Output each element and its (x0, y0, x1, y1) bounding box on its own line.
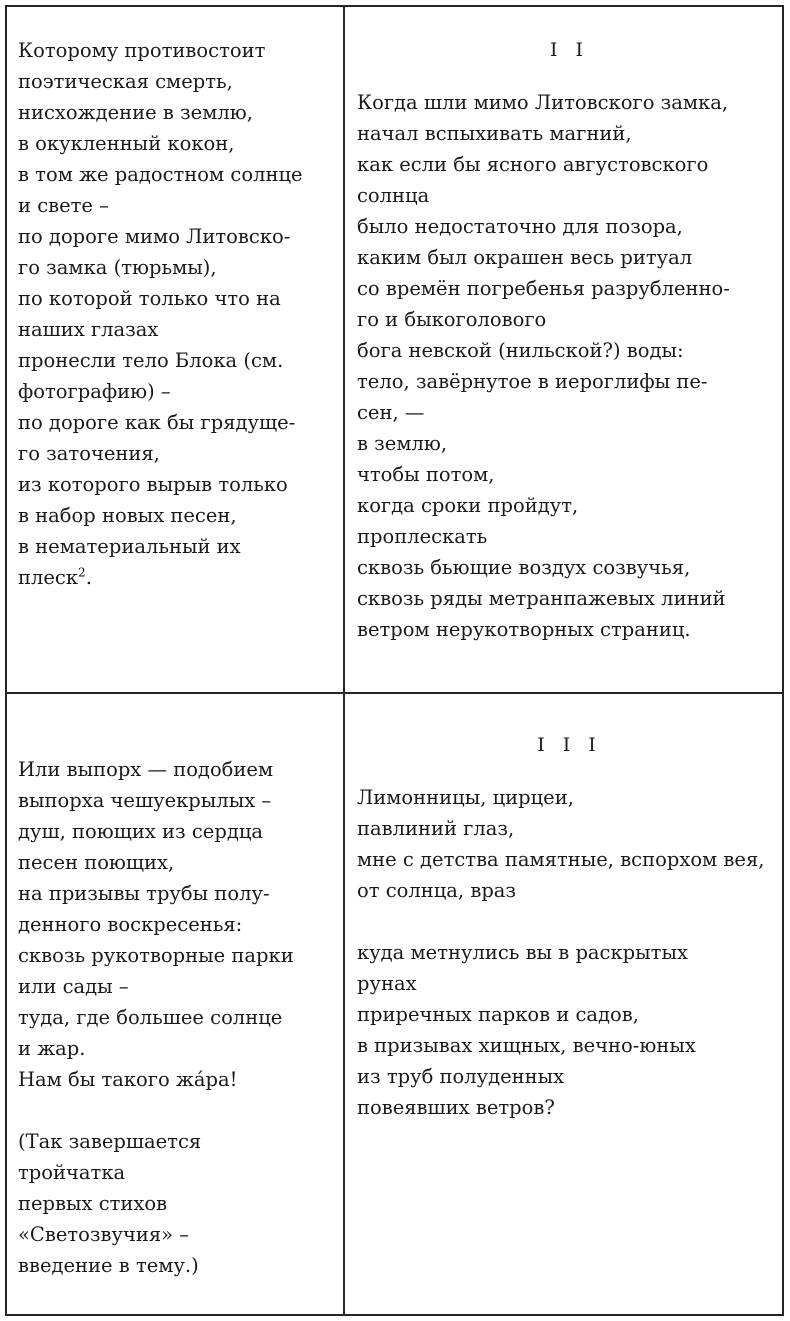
verse-line: (Так завершается (18, 1130, 202, 1153)
stanza-heading-two: I I (549, 39, 590, 61)
verse-blank-line (18, 1095, 338, 1126)
verse-line: мне с детства памятные, вспорхом вея, (357, 848, 765, 871)
verse-line: когда сроки пройдут, (357, 494, 579, 517)
verse-line: по дороге как бы грядуще- (18, 411, 296, 434)
verse-line: куда метнулись вы в раскрытых (357, 941, 688, 964)
verse-line: солнца (357, 184, 430, 207)
verse-line: сен, — (357, 401, 425, 424)
verse-line: Когда шли мимо Литовского замка, (357, 91, 729, 114)
verse-lines (18, 35, 338, 593)
verse-line: или сады – (18, 975, 129, 998)
verse-line: и свете – (18, 194, 109, 217)
verse-line: проплескать (357, 525, 488, 548)
verse-line: каким был окрашен весь ритуал (357, 246, 693, 269)
verse-line: в нематериальный их (18, 535, 241, 558)
verse-lines (18, 754, 338, 1281)
verse-line: по дороге мимо Литовско- (18, 225, 291, 248)
verse-line: в том же радостном солнце (18, 163, 303, 186)
verse-line: плеск$^2$. (18, 565, 92, 589)
footnote-marker: 2 (78, 565, 86, 580)
verse-line: в призывах хищных, вечно-юных (357, 1034, 696, 1057)
verse-block-bottom-right (357, 730, 782, 1123)
verse-line: душ, поющих из сердца (18, 820, 263, 843)
verse-line: денного воскресенья: (18, 913, 243, 936)
verse-line: туда, где большее солнце (18, 1006, 283, 1029)
verse-line: из труб полуденных (357, 1065, 565, 1088)
verse-lines (357, 782, 782, 1123)
verse-line: песен поющих, (18, 851, 175, 874)
verse-line: поэтическая смерть, (18, 70, 233, 93)
verse-line: со времён погребенья разрубленно- (357, 277, 730, 300)
cell-bottom-right (345, 694, 784, 1316)
verse-line: по которой только что на (18, 287, 281, 310)
verse-line: и жар. (18, 1037, 86, 1060)
verse-block-bottom-left (18, 754, 338, 1281)
verse-line: выпорха чешуекрылых – (18, 789, 272, 812)
verse-line: сквозь ряды метранпажевых линий (357, 587, 726, 610)
verse-line: введение в тему.) (18, 1254, 199, 1277)
cell-bottom-left (5, 694, 343, 1316)
verse-lines (357, 87, 782, 645)
verse-line: тело, завёрнутое в иероглифы пе- (357, 370, 708, 393)
verse-line: повеявших ветров? (357, 1096, 555, 1119)
verse-line: в окукленный кокон, (18, 132, 235, 155)
verse-line: Которому противостоит (18, 39, 266, 62)
verse-line: первых стихов (18, 1192, 168, 1215)
verse-blank-line (357, 906, 782, 937)
verse-line: наших глазах (18, 318, 159, 341)
verse-line: было недостаточно для позора, (357, 215, 683, 238)
verse-line: го заточения, (18, 442, 160, 465)
verse-line: Лимонницы, цирцеи, (357, 786, 574, 809)
verse-line: чтобы потом, (357, 463, 495, 486)
verse-line: из которого вырыв только (18, 473, 288, 496)
verse-line: от солнца, враз (357, 879, 517, 902)
verse-line: ветром нерукотворных страниц. (357, 618, 691, 641)
verse-line: приречных парков и садов, (357, 1003, 639, 1026)
stanza-heading-three: I I I (537, 734, 602, 756)
verse-line: пронесли тело Блока (см. (18, 349, 284, 372)
verse-line: в набор новых песен, (18, 504, 237, 527)
cell-top-left (5, 5, 343, 692)
verse-block-top-left (18, 35, 338, 593)
verse-line: бога невской (нильской?) воды: (357, 339, 684, 362)
verse-line: го замка (тюрьмы), (18, 256, 217, 279)
verse-line: на призывы трубы полу- (18, 882, 270, 905)
verse-line: Или выпорх — подобием (18, 758, 274, 781)
cell-top-right (345, 5, 784, 692)
verse-line: сквозь рукотворные парки (18, 944, 294, 967)
verse-line: в землю, (357, 432, 448, 455)
verse-line: го и быкоголового (357, 308, 547, 331)
verse-line: Нам бы такого жа́ра! (18, 1068, 238, 1091)
verse-line: как если бы ясного августовского (357, 153, 709, 176)
verse-line: сквозь бьющие воздух созвучья, (357, 556, 691, 579)
verse-line: тройчатка (18, 1161, 126, 1184)
verse-line: фотографию) – (18, 380, 171, 403)
verse-line: начал вспыхивать магний, (357, 122, 632, 145)
verse-line: павлиний глаз, (357, 817, 515, 840)
verse-block-top-right (357, 35, 782, 645)
verse-line: «Светозвучия» – (18, 1223, 190, 1246)
verse-line: рунах (357, 972, 417, 995)
verse-line: нисхождение в землю, (18, 101, 253, 124)
